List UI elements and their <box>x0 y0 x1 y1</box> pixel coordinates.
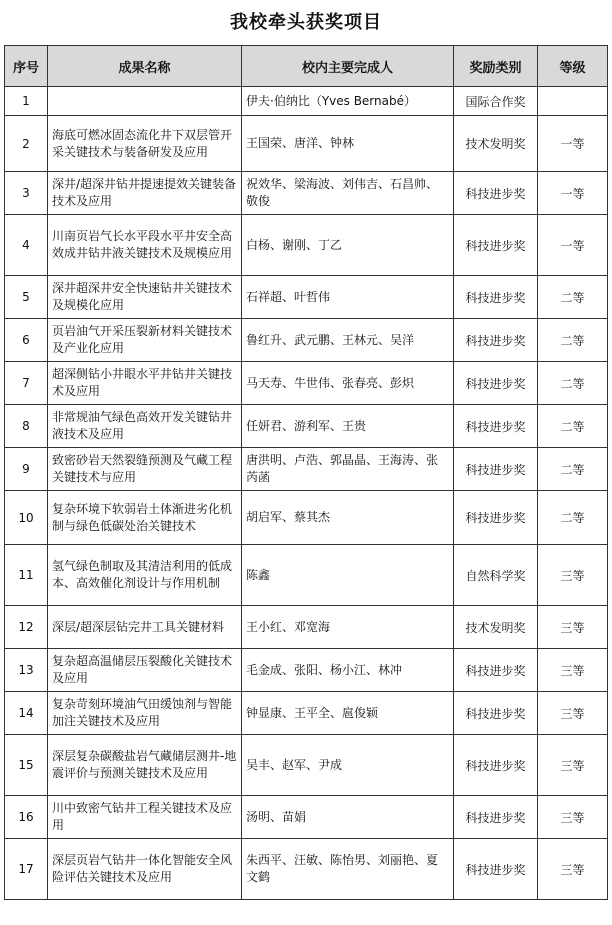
cell-type: 科技进步奖 <box>454 839 538 900</box>
cell-name: 川中致密气钻井工程关键技术及应用 <box>48 796 242 839</box>
cell-name: 页岩油气开采压裂新材料关键技术及产业化应用 <box>48 319 242 362</box>
cell-people: 石祥超、叶哲伟 <box>242 276 454 319</box>
cell-type: 科技进步奖 <box>454 215 538 276</box>
cell-no: 8 <box>5 405 48 448</box>
table-row <box>5 606 608 649</box>
cell-no: 16 <box>5 796 48 839</box>
cell-type: 科技进步奖 <box>454 172 538 215</box>
cell-people: 伊夫·伯纳比（Yves Bernabé） <box>242 87 454 116</box>
cell-grade: 二等 <box>538 362 608 405</box>
cell-no: 2 <box>5 116 48 172</box>
cell-name: 氢气绿色制取及其清洁利用的低成本、高效催化剂设计与作用机制 <box>48 545 242 606</box>
cell-no: 17 <box>5 839 48 900</box>
table-row <box>5 448 608 491</box>
cell-no: 15 <box>5 735 48 796</box>
cell-name: 川南页岩气长水平段水平井安全高效成井钻井液关键技术及规模应用 <box>48 215 242 276</box>
cell-no: 5 <box>5 276 48 319</box>
cell-no: 13 <box>5 649 48 692</box>
table-row <box>5 796 608 839</box>
cell-type: 技术发明奖 <box>454 606 538 649</box>
cell-no: 9 <box>5 448 48 491</box>
cell-grade: 一等 <box>538 172 608 215</box>
table-row <box>5 839 608 900</box>
cell-name: 致密砂岩天然裂缝预测及气藏工程关键技术与应用 <box>48 448 242 491</box>
cell-type: 国际合作奖 <box>454 87 538 116</box>
cell-name: 深井/超深井钻井提速提效关键装备技术及应用 <box>48 172 242 215</box>
cell-people: 白杨、谢刚、丁乙 <box>242 215 454 276</box>
cell-type: 科技进步奖 <box>454 276 538 319</box>
cell-name: 海底可燃冰固态流化井下双层管开采关键技术与装备研发及应用 <box>48 116 242 172</box>
cell-grade <box>538 87 608 116</box>
cell-grade: 二等 <box>538 319 608 362</box>
cell-people: 汤明、苗娟 <box>242 796 454 839</box>
header-no: 序号 <box>5 46 48 87</box>
cell-people: 马天寿、牛世伟、张春亮、彭炽 <box>242 362 454 405</box>
cell-people: 唐洪明、卢浩、郭晶晶、王海涛、张芮菡 <box>242 448 454 491</box>
cell-grade: 三等 <box>538 649 608 692</box>
cell-no: 4 <box>5 215 48 276</box>
cell-people: 吴丰、赵军、尹成 <box>242 735 454 796</box>
cell-people: 王小红、邓宽海 <box>242 606 454 649</box>
cell-no: 14 <box>5 692 48 735</box>
cell-people: 祝效华、梁海波、刘伟吉、石昌帅、敬俊 <box>242 172 454 215</box>
table-row <box>5 545 608 606</box>
cell-type: 科技进步奖 <box>454 692 538 735</box>
table-row <box>5 405 608 448</box>
cell-type: 科技进步奖 <box>454 362 538 405</box>
cell-type: 科技进步奖 <box>454 735 538 796</box>
cell-people: 胡启军、蔡其杰 <box>242 491 454 545</box>
cell-people: 朱西平、汪敏、陈怡男、刘丽艳、夏文鹤 <box>242 839 454 900</box>
table-row <box>5 735 608 796</box>
cell-type: 技术发明奖 <box>454 116 538 172</box>
cell-no: 7 <box>5 362 48 405</box>
cell-name: 深层/超深层钻完井工具关键材料 <box>48 606 242 649</box>
cell-no: 11 <box>5 545 48 606</box>
cell-grade: 三等 <box>538 692 608 735</box>
cell-grade: 三等 <box>538 735 608 796</box>
cell-name: 复杂超高温储层压裂酸化关键技术及应用 <box>48 649 242 692</box>
cell-no: 10 <box>5 491 48 545</box>
table-row <box>5 87 608 116</box>
cell-grade: 二等 <box>538 448 608 491</box>
cell-grade: 三等 <box>538 606 608 649</box>
cell-name: 复杂环境下软弱岩土体渐进劣化机制与绿色低碳处治关键技术 <box>48 491 242 545</box>
cell-people: 钟显康、王平全、扈俊颖 <box>242 692 454 735</box>
cell-name: 深层页岩气钻井一体化智能安全风险评估关键技术及应用 <box>48 839 242 900</box>
cell-name: 深井超深井安全快速钻井关键技术及规模化应用 <box>48 276 242 319</box>
cell-name: 复杂苛刻环境油气田缓蚀剂与智能加注关键技术及应用 <box>48 692 242 735</box>
table-row <box>5 362 608 405</box>
cell-grade: 一等 <box>538 215 608 276</box>
cell-type: 科技进步奖 <box>454 319 538 362</box>
cell-grade: 三等 <box>538 545 608 606</box>
cell-people: 任妍君、游利军、王贵 <box>242 405 454 448</box>
table-row <box>5 649 608 692</box>
cell-no: 12 <box>5 606 48 649</box>
table-row <box>5 276 608 319</box>
table-row <box>5 215 608 276</box>
cell-no: 6 <box>5 319 48 362</box>
awards-table <box>4 45 608 900</box>
cell-name: 非常规油气绿色高效开发关键钻井液技术及应用 <box>48 405 242 448</box>
table-row <box>5 116 608 172</box>
cell-name <box>48 87 242 116</box>
cell-people: 毛金成、张阳、杨小江、林冲 <box>242 649 454 692</box>
cell-type: 科技进步奖 <box>454 491 538 545</box>
cell-no: 1 <box>5 87 48 116</box>
table-body <box>5 87 608 900</box>
cell-type: 科技进步奖 <box>454 796 538 839</box>
cell-no: 3 <box>5 172 48 215</box>
cell-people: 陈鑫 <box>242 545 454 606</box>
cell-people: 鲁红升、武元鹏、王林元、吴洋 <box>242 319 454 362</box>
cell-grade: 二等 <box>538 491 608 545</box>
header-grade: 等级 <box>538 46 608 87</box>
cell-type: 科技进步奖 <box>454 649 538 692</box>
header-row <box>5 46 608 87</box>
cell-type: 科技进步奖 <box>454 448 538 491</box>
cell-grade: 二等 <box>538 405 608 448</box>
table-row <box>5 319 608 362</box>
cell-grade: 二等 <box>538 276 608 319</box>
table-row <box>5 692 608 735</box>
cell-type: 科技进步奖 <box>454 405 538 448</box>
table-row <box>5 172 608 215</box>
cell-people: 王国荣、唐洋、钟林 <box>242 116 454 172</box>
page-title: 我校牵头获奖项目 <box>230 12 382 33</box>
cell-name: 深层复杂碳酸盐岩气藏储层测井-地震评价与预测关键技术及应用 <box>48 735 242 796</box>
header-name: 成果名称 <box>48 46 242 87</box>
cell-name: 超深侧钻小井眼水平井钻井关键技术及应用 <box>48 362 242 405</box>
cell-type: 自然科学奖 <box>454 545 538 606</box>
header-type: 奖励类别 <box>454 46 538 87</box>
table-row <box>5 491 608 545</box>
header-people: 校内主要完成人 <box>242 46 454 87</box>
cell-grade: 一等 <box>538 116 608 172</box>
cell-grade: 三等 <box>538 839 608 900</box>
cell-grade: 三等 <box>538 796 608 839</box>
